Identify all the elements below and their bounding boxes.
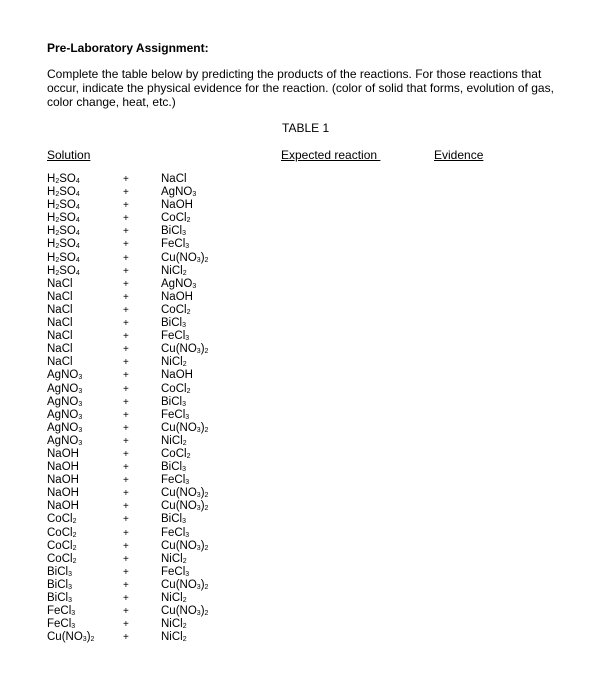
reactant-two: BiCl$_3$ [161, 461, 186, 474]
reactant-two: NiCl$_2$ [161, 356, 187, 369]
plus-sign: + [123, 619, 129, 631]
reactant-one: CoCl$_2$ [47, 539, 77, 552]
plus-sign: + [123, 593, 129, 604]
reactant-two: CoCl$_2$ [161, 212, 191, 225]
plus-sign: + [123, 540, 129, 552]
reaction-row [0, 265, 602, 278]
reaction-row [0, 605, 602, 618]
reactant-one: NaOH [47, 461, 79, 474]
reactant-two: BiCl$_3$ [161, 317, 186, 330]
reactant-two: NaOH [161, 369, 193, 382]
reactant-two: $Cu(NO_3)_2$ [161, 605, 209, 618]
reactant-one: NaCl [47, 290, 73, 303]
reactant-two: NaOH [161, 199, 193, 212]
plus-sign: + [123, 239, 129, 251]
reaction-row [0, 527, 602, 540]
reaction-row [0, 409, 602, 422]
reactant-two: NiCl$_2$ [161, 264, 187, 277]
reactant-one: AgNO$_3$ [47, 408, 83, 421]
reactant-two: NiCl$_2$ [161, 552, 187, 565]
column-header-expected-reaction: Expected reaction [281, 148, 381, 162]
reactant-two: AgNO$_3$ [161, 277, 197, 290]
column-header-evidence: Evidence [434, 148, 484, 162]
instructions-paragraph: Complete the table below by predicting the products of the reactions. For those reactions that occur, indicate the physical evidence for the reaction. (color of solid that forms, evolution of gas, color change, heat, etc.) [47, 67, 554, 109]
reaction-rows [0, 173, 602, 644]
reaction-row [0, 343, 602, 356]
reactant-one: $H_2SO_4$ [47, 199, 80, 212]
reactant-one: AgNO$_3$ [47, 382, 83, 395]
reactant-two: FeCl$_3$ [161, 238, 190, 251]
plus-sign: + [123, 200, 129, 212]
plus-sign: + [123, 501, 129, 513]
reaction-row [0, 369, 602, 382]
plus-sign: + [123, 488, 129, 500]
reactant-one: FeCl$_3$ [47, 618, 76, 631]
reaction-row [0, 212, 602, 225]
plus-sign: + [123, 409, 129, 421]
reaction-row [0, 330, 602, 343]
reactant-two: FeCl$_3$ [161, 408, 190, 421]
reaction-row [0, 592, 602, 605]
plus-sign: + [123, 331, 129, 343]
plus-sign: + [123, 291, 129, 303]
reactant-one: $H_2SO_4$ [47, 212, 80, 225]
reactant-two: NiCl$_2$ [161, 631, 187, 644]
reactant-two: CoCl$_2$ [161, 303, 191, 316]
plus-sign: + [123, 435, 129, 447]
reactant-one: NaCl [47, 277, 73, 290]
reaction-row [0, 461, 602, 474]
reactant-two: BiCl$_3$ [161, 513, 186, 526]
reactant-two: NaCl [161, 173, 187, 185]
reactant-one: NaCl [47, 330, 73, 343]
reactant-one: AgNO$_3$ [47, 421, 83, 434]
plus-sign: + [123, 579, 129, 591]
reactant-two: NaOH [161, 290, 193, 303]
reaction-row [0, 278, 602, 291]
reaction-row [0, 487, 602, 500]
reaction-row [0, 252, 602, 265]
reaction-row [0, 396, 602, 409]
plus-sign: + [123, 475, 129, 487]
plus-sign: + [123, 370, 129, 382]
reaction-row [0, 186, 602, 199]
reactant-one: NaOH [47, 447, 79, 460]
reactant-two: FeCl$_3$ [161, 474, 190, 487]
reactant-one: NaCl [47, 317, 73, 330]
plus-sign: + [123, 187, 129, 199]
reactant-one: FeCl$_3$ [47, 605, 76, 618]
reactant-two: NiCl$_2$ [161, 592, 187, 604]
reactant-two: $Cu(NO_3)_2$ [161, 421, 209, 434]
reactant-two: FeCl$_3$ [161, 565, 190, 578]
reactant-one: $H_2SO_4$ [47, 173, 80, 185]
reaction-row [0, 304, 602, 317]
reactant-one: CoCl$_2$ [47, 513, 77, 526]
plus-sign: + [123, 226, 129, 238]
reaction-row [0, 618, 602, 631]
reaction-row [0, 500, 602, 513]
plus-sign: + [123, 632, 129, 644]
reaction-row [0, 513, 602, 526]
reaction-row [0, 291, 602, 304]
reactant-one: $H_2SO_4$ [47, 238, 80, 251]
reaction-row [0, 356, 602, 369]
reaction-row [0, 474, 602, 487]
reactant-one: NaCl [47, 356, 73, 369]
reactant-two: NiCl$_2$ [161, 618, 187, 631]
assignment-heading: Pre-Laboratory Assignment: [47, 41, 209, 55]
plus-sign: + [123, 514, 129, 526]
plus-sign: + [123, 174, 129, 185]
plus-sign: + [123, 383, 129, 395]
plus-sign: + [123, 265, 129, 277]
reactant-two: NiCl$_2$ [161, 434, 187, 447]
reactant-one: NaOH [47, 474, 79, 487]
reactant-two: $Cu(NO_3)_2$ [161, 578, 209, 591]
reactant-two: $Cu(NO_3)_2$ [161, 500, 209, 513]
reaction-row [0, 553, 602, 566]
reactant-one: $H_2SO_4$ [47, 264, 80, 277]
reactant-one: AgNO$_3$ [47, 369, 83, 382]
reactant-one: CoCl$_2$ [47, 526, 77, 539]
reactant-two: AgNO$_3$ [161, 186, 197, 199]
reactant-two: BiCl$_3$ [161, 395, 186, 408]
reaction-row [0, 540, 602, 553]
plus-sign: + [123, 553, 129, 565]
reaction-row [0, 317, 602, 330]
reaction-row [0, 448, 602, 461]
plus-sign: + [123, 318, 129, 330]
reactant-one: BiCl$_3$ [47, 578, 72, 591]
plus-sign: + [123, 278, 129, 290]
reactant-one: NaCl [47, 303, 73, 316]
reactant-one: $H_2SO_4$ [47, 225, 80, 238]
plus-sign: + [123, 396, 129, 408]
reactant-two: FeCl$_3$ [161, 330, 190, 343]
reactant-two: CoCl$_2$ [161, 382, 191, 395]
plus-sign: + [123, 448, 129, 460]
plus-sign: + [123, 462, 129, 474]
reactant-one: AgNO$_3$ [47, 395, 83, 408]
reactant-one: AgNO$_3$ [47, 434, 83, 447]
reactant-two: CoCl$_2$ [161, 447, 191, 460]
reaction-row [0, 579, 602, 592]
reaction-row [0, 238, 602, 251]
table-title: TABLE 1 [282, 121, 330, 135]
reactant-one: BiCl$_3$ [47, 592, 72, 604]
plus-sign: + [123, 213, 129, 225]
reaction-row [0, 173, 602, 186]
reactant-one: $H_2SO_4$ [47, 251, 80, 264]
plus-sign: + [123, 527, 129, 539]
reactant-one: NaCl [47, 343, 73, 356]
reactant-two: BiCl$_3$ [161, 225, 186, 238]
reactant-one: CoCl$_2$ [47, 552, 77, 565]
reaction-row [0, 422, 602, 435]
plus-sign: + [123, 357, 129, 369]
plus-sign: + [123, 566, 129, 578]
plus-sign: + [123, 252, 129, 264]
reactant-one: $H_2SO_4$ [47, 186, 80, 199]
reaction-row [0, 435, 602, 448]
reactant-one: $Cu(NO_3)_2$ [47, 631, 95, 644]
reactant-one: BiCl$_3$ [47, 565, 72, 578]
reactant-two: $Cu(NO_3)_2$ [161, 343, 209, 356]
reaction-row [0, 383, 602, 396]
reactant-two: FeCl$_3$ [161, 526, 190, 539]
plus-sign: + [123, 606, 129, 618]
reaction-row [0, 631, 602, 644]
plus-sign: + [123, 304, 129, 316]
reaction-row [0, 566, 602, 579]
plus-sign: + [123, 422, 129, 434]
reaction-row [0, 225, 602, 238]
reactant-two: $Cu(NO_3)_2$ [161, 251, 209, 264]
reactant-one: NaOH [47, 487, 79, 500]
reactant-two: $Cu(NO_3)_2$ [161, 539, 209, 552]
reactant-two: $Cu(NO_3)_2$ [161, 487, 209, 500]
reactant-one: NaOH [47, 500, 79, 513]
plus-sign: + [123, 344, 129, 356]
column-header-solution: Solution [47, 148, 91, 162]
reaction-row [0, 199, 602, 212]
